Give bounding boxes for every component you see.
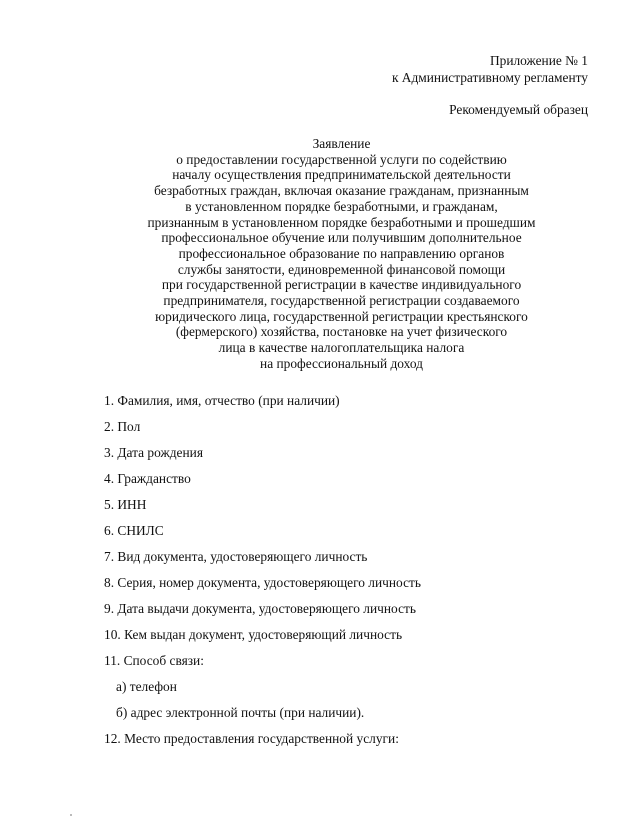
title-line: профессиональное образование по направлению органов <box>178 245 505 261</box>
title-line: при государственной регистрации в качестве индивидуального <box>161 277 522 293</box>
field-gender: 2. Пол <box>104 419 141 434</box>
field-full-name: 1. Фамилия, имя, отчество (при наличии) <box>104 393 340 408</box>
sample-label: Рекомендуемый образец <box>449 102 588 117</box>
appendix-reference: к Административному регламенту <box>391 70 588 85</box>
title-line: началу осуществления предпринимательской деятельности <box>172 167 511 183</box>
field-citizenship: 4. Гражданство <box>104 471 191 486</box>
title-line: признанным в установленном порядке безработными и прошедшим <box>147 214 536 230</box>
title-line: Заявление <box>312 136 371 151</box>
title-line: лица в качестве налогоплательщика налога <box>218 340 465 356</box>
field-contact-method: 11. Способ связи: <box>104 653 204 668</box>
title-line: профессиональное обучение или получившим дополнительное <box>161 230 522 246</box>
field-id-document-type: 7. Вид документа, удостоверяющего личность <box>104 549 368 564</box>
form-fields-list <box>104 392 604 756</box>
title-line: в установленном порядке безработными, и гражданам, <box>185 198 498 214</box>
field-id-document-issue-date: 9. Дата выдачи документа, удостоверяющего личность <box>104 601 416 616</box>
title-line: безработных граждан, включая оказание гражданам, признанным <box>154 183 529 199</box>
appendix-header <box>288 52 588 86</box>
title-line: службы занятости, единовременной финансовой помощи <box>177 261 506 277</box>
field-service-location: 12. Место предоставления государственной услуги: <box>104 731 399 746</box>
field-id-document-issuer: 10. Кем выдан документ, удостоверяющий личность <box>104 627 403 642</box>
document-title <box>0 136 640 372</box>
scan-speck <box>70 814 72 816</box>
field-snils: 6. СНИЛС <box>104 523 164 538</box>
title-line: на профессиональный доход <box>260 355 423 371</box>
field-inn: 5. ИНН <box>104 497 147 512</box>
field-contact-email: б) адрес электронной почты (при наличии). <box>116 705 365 720</box>
title-line: юридического лица, государственной регистрации крестьянского <box>155 308 528 324</box>
title-line: о предоставлении государственной услуги по содействию <box>176 151 507 167</box>
appendix-number: Приложение № 1 <box>489 53 588 68</box>
title-line: предпринимателя, государственной регистрации создаваемого <box>163 293 520 309</box>
field-id-document-number: 8. Серия, номер документа, удостоверяющего личность <box>104 575 421 590</box>
title-line: (фермерского) хозяйства, постановке на учет физического <box>175 324 508 340</box>
field-birth-date: 3. Дата рождения <box>104 445 203 460</box>
field-contact-phone: а) телефон <box>116 679 177 694</box>
